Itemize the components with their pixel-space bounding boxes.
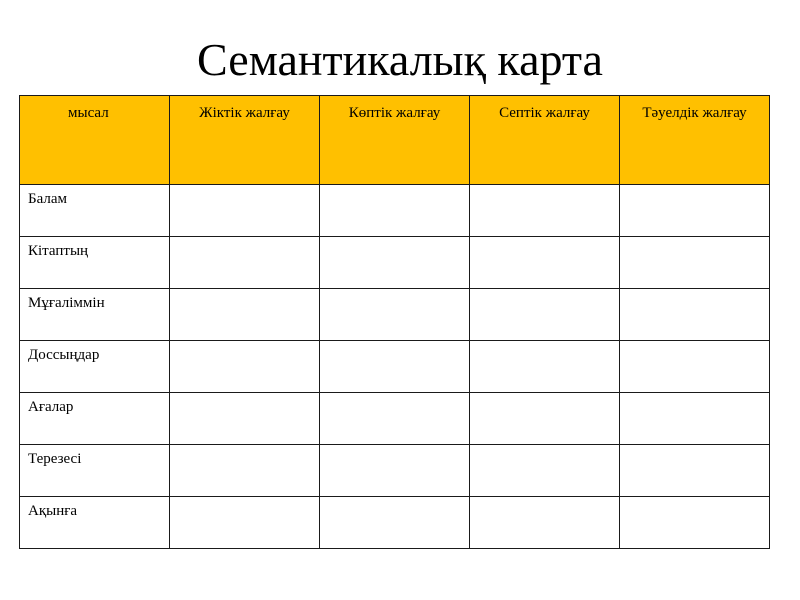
table-row (20, 393, 770, 445)
word-cell: Балам (20, 185, 170, 237)
word-cell: Ағалар (20, 393, 170, 445)
table-cell (470, 341, 620, 393)
table-cell (170, 289, 320, 341)
word-cell: Мұғаліммін (20, 289, 170, 341)
table-cell (620, 289, 770, 341)
table-header-row (20, 96, 770, 185)
table-cell (620, 393, 770, 445)
table-cell (320, 237, 470, 289)
header-case-ending: Септік жалғау (470, 96, 620, 185)
table-cell (170, 497, 320, 549)
table-row (20, 341, 770, 393)
word-cell: Кітаптың (20, 237, 170, 289)
table-cell (620, 185, 770, 237)
table-cell (320, 341, 470, 393)
word-cell: Ақынға (20, 497, 170, 549)
page-title: Семантикалық карта (197, 34, 603, 85)
table-cell (320, 289, 470, 341)
table-cell (470, 237, 620, 289)
table-cell (170, 445, 320, 497)
table-cell (320, 445, 470, 497)
table-cell (470, 393, 620, 445)
table-cell (620, 237, 770, 289)
table-cell (470, 445, 620, 497)
table-cell (620, 445, 770, 497)
header-plural-ending: Көптік жалғау (320, 96, 470, 185)
table-row (20, 237, 770, 289)
table-cell (320, 393, 470, 445)
word-cell: Терезесі (20, 445, 170, 497)
table-cell (320, 497, 470, 549)
table-cell (470, 185, 620, 237)
table-cell (470, 497, 620, 549)
table-cell (620, 341, 770, 393)
table-cell (320, 185, 470, 237)
header-personal-ending: Жіктік жалғау (170, 96, 320, 185)
table-row (20, 185, 770, 237)
word-cell: Доссыңдар (20, 341, 170, 393)
table-cell (170, 393, 320, 445)
table-row (20, 289, 770, 341)
table-cell (170, 185, 320, 237)
table-cell (170, 341, 320, 393)
table-row (20, 497, 770, 549)
table-cell (170, 237, 320, 289)
table-row (20, 445, 770, 497)
table-cell (620, 497, 770, 549)
table-cell (470, 289, 620, 341)
header-possessive-ending: Тәуелдік жалғау (620, 96, 770, 185)
semantic-map-table (19, 95, 770, 549)
header-example: мысал (20, 96, 170, 185)
